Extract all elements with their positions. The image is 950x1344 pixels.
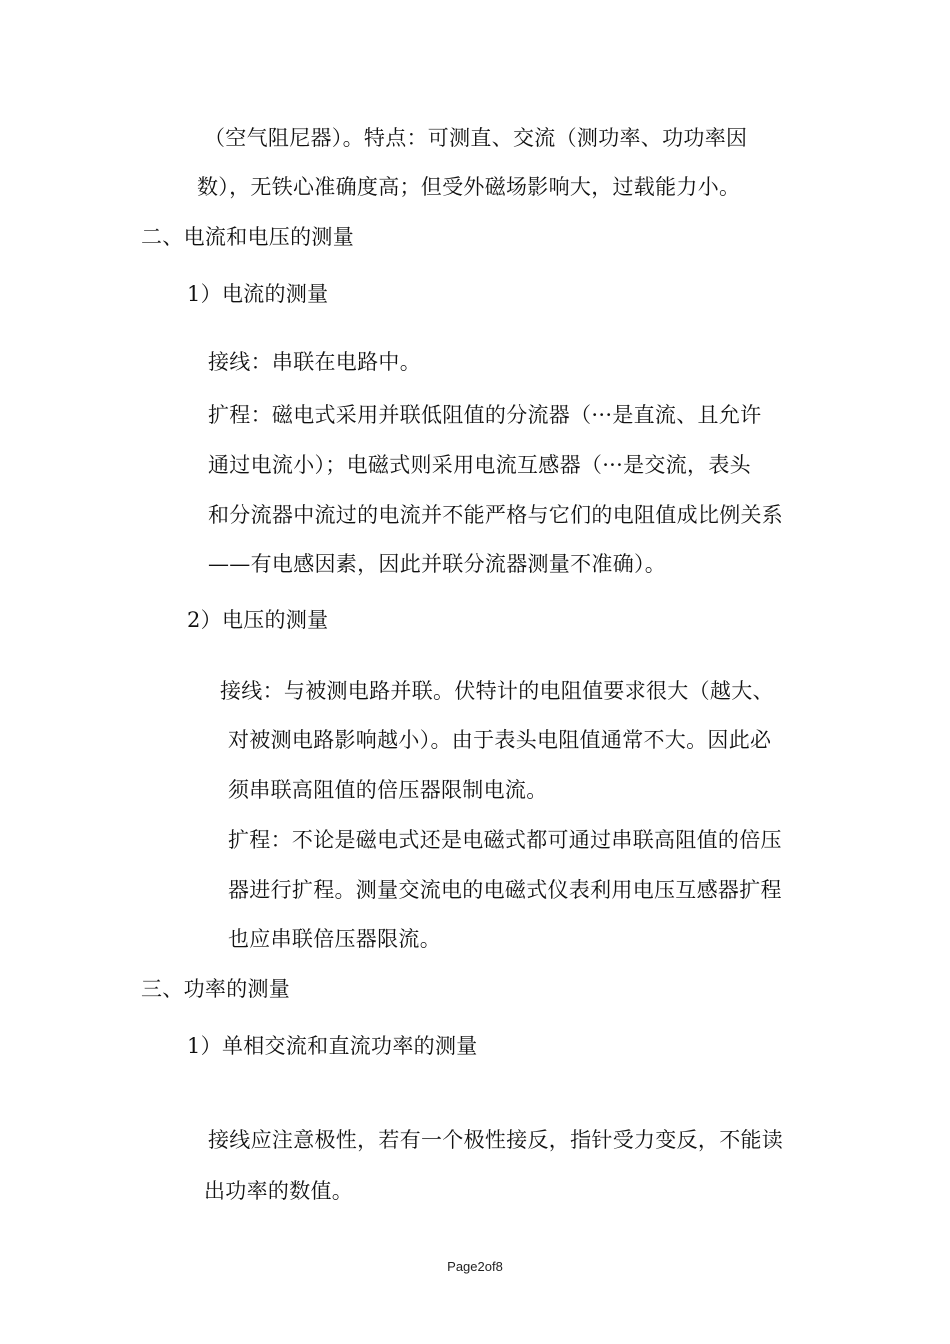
section-heading: 二、电流和电压的测量 [141, 225, 354, 249]
paragraph-line: （空气阻尼器）。特点：可测直、交流（测功率、功功率因 [204, 126, 748, 150]
paragraph-line: 通过电流小）；电磁式则采用电流互感器（···是交流，表头 [208, 453, 751, 477]
paragraph-line: 须串联高阻值的倍压器限制电流。 [228, 778, 548, 802]
subsection-heading: 2）电压的测量 [187, 608, 329, 632]
page-number: Page2of8 [447, 1259, 503, 1274]
paragraph-line: 和分流器中流过的电流并不能严格与它们的电阻值成比例关系 [208, 503, 784, 527]
paragraph-line: 接线应注意极性，若有一个极性接反，指针受力变反，不能读 [208, 1128, 784, 1152]
paragraph-line: 扩程：磁电式采用并联低阻值的分流器（···是直流、且允许 [208, 403, 762, 427]
paragraph-line: 器进行扩程。测量交流电的电磁式仪表利用电压互感器扩程 [228, 878, 782, 902]
paragraph-line: 数），无铁心准确度高；但受外磁场影响大，过载能力小。 [197, 175, 741, 199]
paragraph-line: 出功率的数值。 [204, 1179, 354, 1203]
paragraph-line: 扩程：不论是磁电式还是电磁式都可通过串联高阻值的倍压 [228, 828, 782, 852]
paragraph-line: 接线：串联在电路中。 [208, 350, 421, 374]
subsection-heading: 1）单相交流和直流功率的测量 [187, 1034, 478, 1058]
section-heading: 三、功率的测量 [141, 977, 291, 1001]
paragraph-line: 也应串联倍压器限流。 [228, 927, 441, 951]
subsection-heading: 1）电流的测量 [187, 282, 329, 306]
paragraph-line: 接线：与被测电路并联。伏特计的电阻值要求很大（越大、 [220, 679, 774, 703]
paragraph-line: 对被测电路影响越小）。由于表头电阻值通常不大。因此必 [228, 728, 772, 752]
paragraph-line: ——有电感因素，因此并联分流器测量不准确）。 [208, 552, 667, 576]
